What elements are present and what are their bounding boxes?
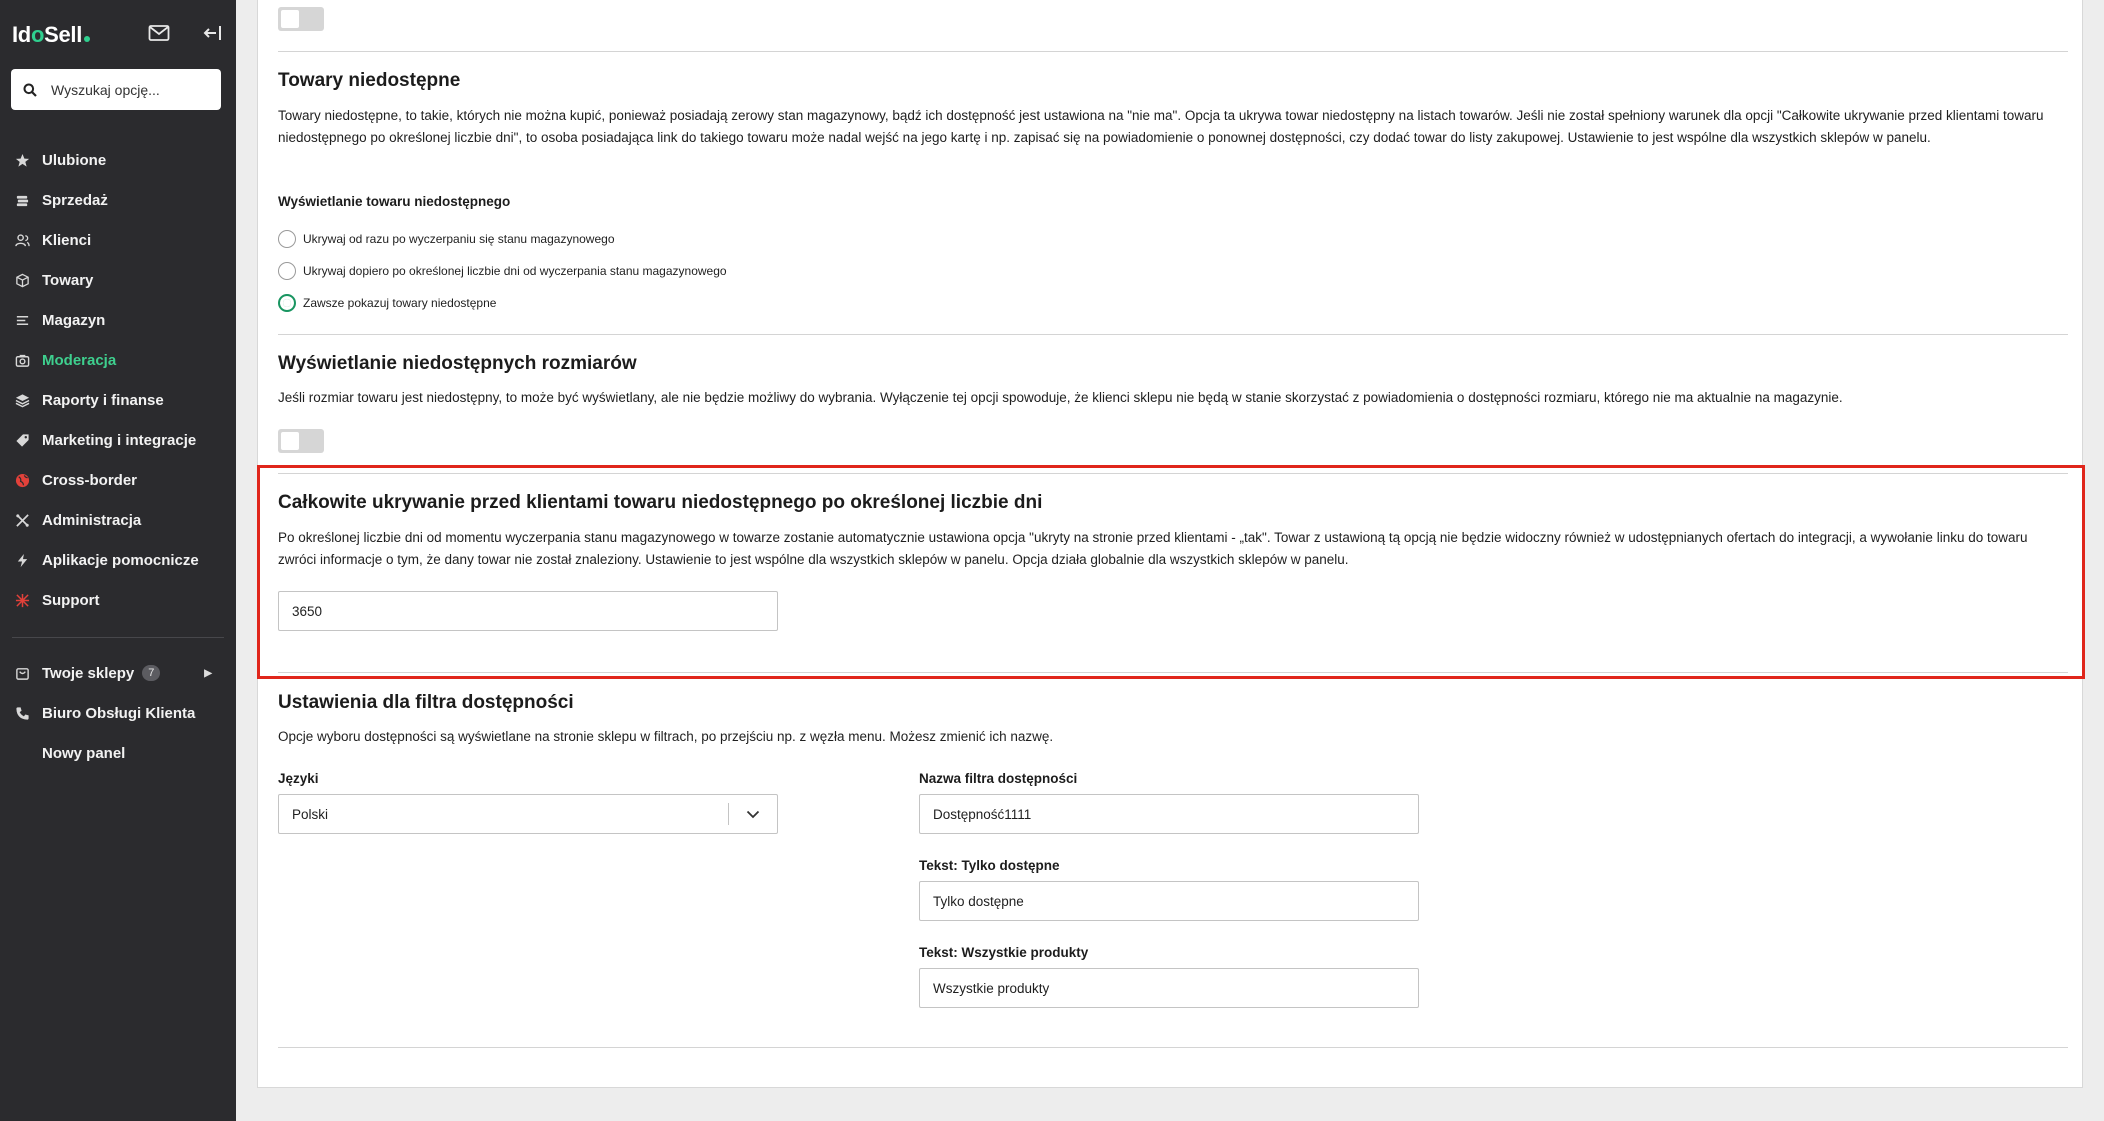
divider [278, 473, 2068, 474]
bolt-icon [14, 552, 30, 568]
section-title-unavailable: Towary niedostępne [278, 70, 461, 91]
chevron-down-icon [729, 810, 777, 819]
star-icon [14, 152, 30, 168]
only-available-label: Tekst: Tylko dostępne [919, 858, 1060, 873]
chevron-right-icon: ▶ [204, 667, 212, 679]
sidebar-item-raporty[interactable]: Raporty i finanse [0, 380, 236, 420]
radio-button-checked[interactable] [278, 294, 296, 312]
sidebar-item-cross-border[interactable]: Cross-border [0, 460, 236, 500]
globe-icon [14, 472, 30, 488]
tools-icon [14, 512, 30, 528]
search-input[interactable] [51, 82, 211, 98]
unavailable-sizes-toggle[interactable] [278, 429, 324, 453]
option-search[interactable] [11, 69, 221, 110]
language-select[interactable]: Polski [278, 794, 778, 834]
shop-icon [14, 665, 30, 681]
radio-hide-after-days[interactable]: Ukrywaj dopiero po określonej liczbie dni od wyczerpania stanu magazynowego [278, 262, 727, 280]
sidebar-item-towary[interactable]: Towary [0, 260, 236, 300]
display-unavailable-label: Wyświetlanie towaru niedostępnego [278, 194, 511, 209]
sidebar-item-twoje-sklepy[interactable]: Twoje sklepy 7 ▶ [0, 653, 236, 693]
sidebar-item-support[interactable]: Support [0, 580, 236, 620]
section-description-sizes: Jeśli rozmiar towaru jest niedostępny, to może być wyświetlany, ale nie będzie możliwy do wybrania. Wyłączenie tej opcji spowoduje, że klienci sklepu nie będą w stanie skorzystać z powiadomienia o dostępności rozmiaru, którego nie ma aktualnie na magazynie. [278, 390, 1843, 405]
sidebar-item-aplikacje[interactable]: Aplikacje pomocnicze [0, 540, 236, 580]
divider [278, 672, 2068, 673]
section-title-sizes: Wyświetlanie niedostępnych rozmiarów [278, 353, 637, 374]
sidebar [0, 0, 236, 1121]
main-nav [0, 140, 236, 620]
top-toggle[interactable] [278, 7, 324, 31]
box-icon [14, 272, 30, 288]
sidebar-item-marketing[interactable]: Marketing i integracje [0, 420, 236, 460]
mail-icon[interactable] [146, 22, 172, 44]
sidebar-item-magazyn[interactable]: Magazyn [0, 300, 236, 340]
filter-name-label: Nazwa filtra dostępności [919, 771, 1078, 786]
radio-always-show[interactable]: Zawsze pokazuj towary niedostępne [278, 294, 496, 312]
phone-icon [14, 705, 30, 721]
languages-label: Języki [278, 771, 319, 786]
only-available-input[interactable] [919, 881, 1419, 921]
divider [278, 51, 2068, 52]
warehouse-icon [14, 312, 30, 328]
divider [278, 334, 2068, 335]
sidebar-item-sprzedaz[interactable]: Sprzedaż [0, 180, 236, 220]
filter-name-input[interactable] [919, 794, 1419, 834]
section-description-hiding: Po określonej liczbie dni od momentu wyczerpania stanu magazynowego w towarze zostanie automatycznie ustawiona opcja "ukryty na stronie przed klientami - „tak". Towar z ustawioną tą opcją nie będzie widoczny również w udostępnianych ofertach do integracji, a wywołanie linku do towaru zwróci informacje o tym, że dany towar nie został znaleziony. Ustawienie to jest wspólne dla wszystkich sklepów w panelu. Opcja działa globalnie dla wszystkich sklepów w panelu. [278, 530, 2028, 567]
shops-count-badge: 7 [142, 665, 160, 681]
all-products-label: Tekst: Wszystkie produkty [919, 945, 1089, 960]
radio-button[interactable] [278, 230, 296, 248]
sidebar-item-biuro-obslugi[interactable]: Biuro Obsługi Klienta [0, 693, 236, 733]
radio-button[interactable] [278, 262, 296, 280]
sidebar-item-klienci[interactable]: Klienci [0, 220, 236, 260]
sidebar-item-ulubione[interactable]: Ulubione [0, 140, 236, 180]
sidebar-item-moderacja[interactable]: Moderacja [0, 340, 236, 380]
sales-icon [14, 192, 30, 208]
layers-icon [14, 392, 30, 408]
users-icon [14, 232, 30, 248]
section-description-unavailable: Towary niedostępne, to takie, których nie można kupić, ponieważ posiadają zerowy stan magazynowy, bądź ich dostępność jest ustawiona na "nie ma". Opcja ta ukrywa towar niedostępny na listach towarów. Jeśli nie został spełniony warunek dla opcji "Całkowite ukrywanie przed klientami towaru niedostępnego po określonej liczbie dni", to osoba posiadająca link do takiego towaru może nadal wejść na jego kartę i np. zapisać się na powiadomienie o ponownej dostępności, czy dodać towar do listy zakupowej. Ustawienie to jest wspólne dla wszystkich sklepów w panelu. [278, 108, 2044, 145]
secondary-nav [0, 653, 236, 773]
settings-panel [257, 0, 2083, 1088]
sidebar-item-administracja[interactable]: Administracja [0, 500, 236, 540]
sidebar-divider [12, 637, 224, 638]
collapse-sidebar-icon[interactable] [200, 22, 226, 44]
search-icon [23, 83, 37, 97]
section-title-filter: Ustawienia dla filtra dostępności [278, 692, 574, 713]
divider [278, 1047, 2068, 1048]
tag-icon [14, 432, 30, 448]
camera-icon [14, 352, 30, 368]
section-title-hiding: Całkowite ukrywanie przed klientami towaru niedostępnego po określonej liczbie dni [278, 492, 1043, 513]
radio-hide-immediately[interactable]: Ukrywaj od razu po wyczerpaniu się stanu magazynowego [278, 230, 615, 248]
section-description-filter: Opcje wyboru dostępności są wyświetlane na stronie sklepu w filtrach, po przejściu np. z węzła menu. Możesz zmienić ich nazwę. [278, 729, 1054, 744]
all-products-input[interactable] [919, 968, 1419, 1008]
sidebar-item-nowy-panel[interactable]: Nowy panel [42, 744, 126, 762]
hide-after-days-input[interactable] [278, 591, 778, 631]
support-icon [14, 592, 30, 608]
idosell-logo[interactable]: IdoSell [12, 22, 90, 48]
